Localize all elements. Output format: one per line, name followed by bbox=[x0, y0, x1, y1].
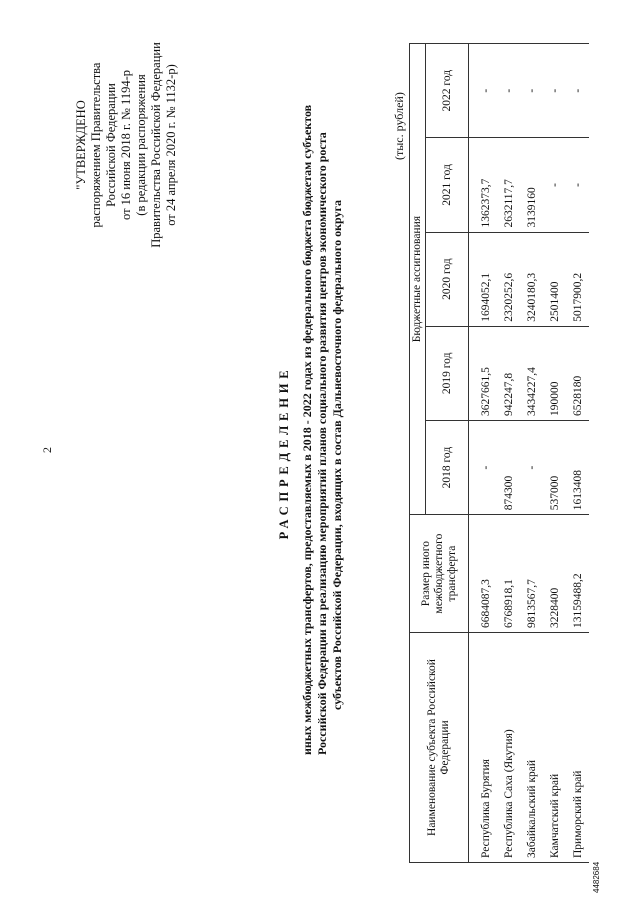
approval-line: "УТВЕРЖДЕНО bbox=[74, 100, 88, 190]
cell-2020: 5017900,2 bbox=[566, 232, 589, 326]
cell-region: Приморский край bbox=[566, 633, 589, 863]
cell-2020: 3240180,3 bbox=[520, 232, 543, 326]
approval-stamp bbox=[74, 0, 179, 295]
cell-2018: 537000 bbox=[543, 420, 566, 514]
table-row bbox=[543, 44, 566, 863]
header-year-2018: 2018 год bbox=[426, 420, 469, 514]
cell-region: Республика Саха (Якутия) bbox=[497, 633, 520, 863]
table-header-row bbox=[410, 44, 426, 863]
cell-transfer-size: 13159488,2 bbox=[566, 515, 589, 633]
header-region-name: Наименование субъекта Российской Федерации bbox=[410, 633, 469, 863]
cell-2019: 942247,8 bbox=[497, 326, 520, 420]
cell-transfer-size: 3228400 bbox=[543, 515, 566, 633]
page-number: 2 bbox=[40, 447, 54, 453]
table-row bbox=[520, 44, 543, 863]
header-budget-allocations: Бюджетные ассигнования bbox=[410, 44, 426, 515]
subtitle-line: субъектов Российской Федерации, входящих в состав Дальневосточного федерального округа bbox=[330, 200, 344, 710]
cell-2021: 3139160 bbox=[520, 138, 543, 232]
cell-2021: 1362373,7 bbox=[469, 138, 498, 232]
cell-2018: 874300 bbox=[497, 420, 520, 514]
document-code: 4482684 bbox=[592, 861, 601, 893]
header-transfer-size: Размер иного межбюджетного трансферта bbox=[410, 515, 469, 633]
cell-2019: 3627661,5 bbox=[469, 326, 498, 420]
approval-line: от 24 апреля 2020 г. № 1132-р) bbox=[164, 64, 178, 226]
document-title: РАСПРЕДЕЛЕНИЕ bbox=[277, 365, 291, 540]
header-year-2022: 2022 год bbox=[426, 44, 469, 138]
cell-2018: 1613408 bbox=[566, 420, 589, 514]
approval-line: распоряжением Правительства bbox=[89, 62, 103, 228]
cell-2022: - bbox=[543, 44, 566, 138]
cell-2019: 6528180 bbox=[566, 326, 589, 420]
subtitle-line: Российской Федерации на реализацию мероприятий планов социального развития центров экономического роста bbox=[315, 132, 329, 755]
document-subtitle bbox=[300, 104, 345, 755]
cell-transfer-size: 6684087,3 bbox=[469, 515, 498, 633]
table-row bbox=[497, 44, 520, 863]
cell-region: Забайкальский край bbox=[520, 633, 543, 863]
cell-2021: - bbox=[566, 138, 589, 232]
cell-2019: 190000 bbox=[543, 326, 566, 420]
cell-2022: - bbox=[566, 44, 589, 138]
cell-2019: 3434227,4 bbox=[520, 326, 543, 420]
cell-2022: - bbox=[520, 44, 543, 138]
approval-line: (в редакции распоряжения bbox=[134, 74, 148, 216]
cell-transfer-size: 9813567,7 bbox=[520, 515, 543, 633]
cell-2020: 2320252,6 bbox=[497, 232, 520, 326]
table-row bbox=[566, 44, 589, 863]
cell-region: Камчатский край bbox=[543, 633, 566, 863]
header-year-2020: 2020 год bbox=[426, 232, 469, 326]
cell-2022: - bbox=[469, 44, 498, 138]
cell-transfer-size: 6768918,1 bbox=[497, 515, 520, 633]
header-year-2021: 2021 год bbox=[426, 138, 469, 232]
approval-line: Правительства Российской Федерации bbox=[149, 42, 163, 248]
subtitle-line: иных межбюджетных трансфертов, предоставляемых в 2018 - 2022 годах из федерального бюджета бюджетам субъектов bbox=[300, 104, 314, 755]
cell-2021: 2632117,7 bbox=[497, 138, 520, 232]
cell-2022: - bbox=[497, 44, 520, 138]
units-label: (тыс. рублей) bbox=[392, 92, 406, 160]
header-year-2019: 2019 год bbox=[426, 326, 469, 420]
table-row bbox=[469, 44, 498, 863]
cell-2021: - bbox=[543, 138, 566, 232]
approval-line: от 16 июня 2018 г. № 1194-р bbox=[119, 70, 133, 220]
cell-2020: 2501400 bbox=[543, 232, 566, 326]
allocation-table bbox=[409, 43, 589, 863]
approval-line: Российской Федерации bbox=[104, 83, 118, 207]
cell-region: Республика Бурятия bbox=[469, 633, 498, 863]
cell-2018: - bbox=[520, 420, 543, 514]
cell-2018: - bbox=[469, 420, 498, 514]
cell-2020: 1694052,1 bbox=[469, 232, 498, 326]
